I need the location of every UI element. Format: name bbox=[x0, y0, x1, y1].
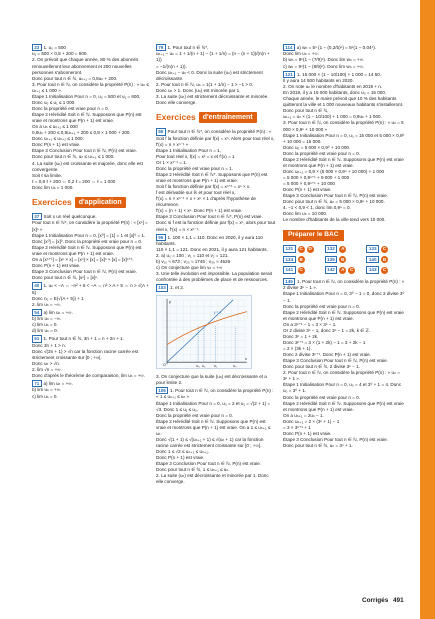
line-text: = 5 000 × 0,9ⁿ⁺¹ + 9 000 + 1 000 bbox=[283, 175, 350, 180]
origin-label: O bbox=[163, 362, 166, 367]
column-2 bbox=[156, 44, 276, 486]
line-text: Donc lim uₙ = 1 000. bbox=[32, 184, 74, 190]
exercise-line bbox=[283, 310, 405, 322]
line-text: a) lim uₙ = +∞. bbox=[43, 381, 73, 387]
exercise-number: 140 bbox=[366, 256, 379, 264]
exercise-line bbox=[156, 401, 276, 413]
exercise-block bbox=[283, 44, 405, 70]
exercise-line bbox=[156, 172, 276, 184]
line-text: Donc la propriété est vraie pour n = 1. bbox=[156, 165, 233, 171]
line-text: Donc pour tout n ∈ ℕ, 2 divise 3ⁿ − 1. bbox=[283, 364, 360, 370]
line-text: Donc 1 ≤ √2 ≤ uₙ₊₂ ≤ uₙ₊₁. bbox=[156, 449, 210, 455]
line-text: Donc lim uₙ = +∞. bbox=[283, 51, 319, 57]
line-text: c) wₙ = 9ⁿ(1 − (8/9)ⁿ). Donc lim wₙ = +∞. bbox=[283, 63, 365, 69]
exercise-line bbox=[283, 133, 405, 145]
line-text: On a uₙ ≤ uₙ₊₁ ≤ 1 000 bbox=[32, 124, 78, 130]
line-text: Étape 2 Hérédité Soit n ∈ ℕ. Supposons que P(n) est vraie et montrons que P(n + 1) est vraie. bbox=[32, 244, 142, 256]
exercise-line bbox=[156, 374, 276, 386]
line-text: Donc n₀ = E(√(A + 5)) + 1 bbox=[32, 295, 84, 301]
exercise-block bbox=[156, 44, 276, 106]
exercise-block bbox=[156, 374, 276, 386]
exercise-line bbox=[156, 387, 276, 400]
exercise-line bbox=[32, 213, 150, 220]
sequence-graph bbox=[156, 295, 252, 369]
answer-item bbox=[283, 266, 322, 274]
line-text: Donc la propriété est vraie pour n = 0. bbox=[156, 412, 233, 418]
line-text: Étape 3 Conclusion Pour tout n ∈ ℕ*, P(n) est vraie. bbox=[156, 214, 263, 220]
line-text: Étape 3 Conclusion Pour tout n ∈ ℕ, P(n) est vraie. bbox=[156, 461, 261, 467]
line-text: 1. Pour tout n ∈ ℕ*, bbox=[167, 45, 209, 50]
line-text: 3. Pour tout n ∈ ℕ, on considère la propriété P(n) : « uₙ ≤ uₙ₊₁ ≤ 1 000 ». bbox=[32, 81, 149, 93]
exercise-block bbox=[283, 278, 405, 449]
exercise-number: 61 bbox=[32, 335, 42, 342]
exercise-line bbox=[156, 284, 276, 291]
line-text: Étape 3 Conclusion Pour tout n ∈ ℕ, P(n) est vraie. bbox=[283, 193, 388, 199]
footer-title: Corrigés bbox=[362, 597, 389, 604]
exercise-number: 142 bbox=[325, 266, 338, 274]
line-text: uₙ₊₁ = uₙ × (1 − 10/100) + 1 000 = 0,9uₙ + 1 000. bbox=[283, 114, 382, 120]
exercise-line bbox=[156, 437, 276, 449]
exercise-number: 106 bbox=[156, 387, 168, 394]
line-text: 1. Pour tout n ∈ ℕ, on considère la propriété P(n) : « 1 ≤ uₙ₊₁ ≤ uₙ » bbox=[156, 388, 274, 400]
exercise-number: 95 bbox=[156, 234, 166, 241]
exercise-number: 86 bbox=[156, 128, 166, 135]
exercise-line bbox=[32, 220, 150, 232]
exercise-line bbox=[156, 419, 276, 437]
line-text: 110 × 1,1 = 121. Donc en 2021, il y aura 121 habitants. bbox=[156, 247, 268, 253]
line-text: Étape 2 Hérédité Soit n ∈ ℕ. Supposons que P(n) est vraie et montrons que P(n + 1) est vraie. bbox=[283, 156, 404, 168]
exercise-number: 114 bbox=[283, 44, 295, 51]
line-text: Étape 1 Initialisation Pour n = 0, u₀ = 4 et 3⁰ + 1 = 4. Donc u₀ = 3⁰ + 1. bbox=[283, 382, 402, 394]
bac-heading: Préparer le BAC bbox=[283, 230, 344, 242]
term-label: u₂ bbox=[202, 363, 206, 368]
column-1 bbox=[32, 44, 150, 401]
exercise-number: 133 bbox=[366, 245, 379, 253]
exercise-block bbox=[156, 387, 276, 485]
line-text: f'(x) = (n + 1) × xⁿ. Donc P(n + 1) est vraie. bbox=[156, 208, 243, 214]
exercise-line bbox=[32, 380, 150, 387]
line-text: 2. La suite (uₙ) est décroissante et minorée par 1. Donc elle converge. bbox=[156, 473, 269, 485]
line-text: Donc la propriété est vraie pour n = 0. bbox=[283, 303, 360, 309]
exercise-number: 134 bbox=[283, 256, 296, 264]
line-text: Étape 1 Initialisation Pour n = 0, u₀ = 2 et u₁ = √(2 + 1) = √3. Donc 1 ≤ u₁ ≤ u₀. bbox=[156, 400, 271, 412]
exercise-line bbox=[283, 44, 405, 51]
exercise-line bbox=[32, 282, 150, 295]
line-text: b) wₙ = 9ⁿ(1 − (7/9)ⁿ). Donc lim wₙ = +∞. bbox=[283, 57, 365, 63]
line-text: Or 1 × x¹⁻¹ = 1. bbox=[156, 159, 188, 165]
line-text: Étape 2 Hérédité Soit n ∈ ℕ. Supposons que P(n) est vraie et montrons que P(n + 1) est vraie. bbox=[283, 309, 404, 321]
line-text: 3. On conjecture que la suite (uₙ) est décroissante et a pour limite 2. bbox=[156, 373, 267, 385]
line-text: Donc uₙ₊₁ − uₙ < 0. Donc la suite (uₙ) est strictement décroissante. bbox=[156, 69, 263, 81]
exercise-line bbox=[156, 128, 276, 148]
exercise-line bbox=[283, 157, 405, 169]
exercise-number: 37 bbox=[32, 213, 42, 220]
section-badge: d'application bbox=[75, 197, 126, 208]
line-text: Donc u₀ ≤ u₁ ≤ 1 000. bbox=[32, 99, 76, 105]
line-text: Donc si f est la fonction définie par f(x) = xⁿ, alors pour tout réel x, f'(x) = n × xⁿ⁻¹. bbox=[156, 220, 276, 232]
line-text: Donc pour tout n ∈ ℕ, uₙ ≤ uₙ₊₁ ≤ 1 000. bbox=[32, 154, 115, 160]
exercise-line bbox=[156, 196, 276, 208]
exercise-number: 79 bbox=[156, 44, 166, 51]
section-heading bbox=[32, 197, 150, 208]
line-text: Donc pour tout n ∈ ℕ, uₙ = 5 000 × 0,9ⁿ + 10 000. bbox=[283, 199, 385, 205]
exercise-line bbox=[32, 82, 150, 94]
line-text: 1. Pour tout n ∈ ℕ, on considère la propriété P(n) : « 2 divise 3ⁿ − 1 ». bbox=[283, 278, 405, 291]
answer-item bbox=[283, 245, 322, 253]
answer-choice: B bbox=[382, 256, 387, 262]
line-text: Donc P(n + 1) est vraie. bbox=[32, 262, 81, 268]
line-text: c) On conjecture que lim vₙ = +∞ bbox=[156, 265, 223, 271]
line-text: 1. et 2. bbox=[170, 285, 185, 291]
exercise-block bbox=[32, 335, 150, 379]
exercise-number: 23 bbox=[32, 44, 42, 51]
exercise-line bbox=[283, 64, 405, 70]
exercise-line bbox=[156, 234, 276, 247]
line-text: 2. On note uₙ le nombre d'habitants en 2019 + n. bbox=[283, 84, 383, 90]
exercise-line bbox=[156, 473, 276, 485]
line-text: Donc d'après le théorème de comparaison, lim uₙ = +∞. bbox=[32, 373, 145, 379]
line-text: 2. On prévoit que chaque année, 80 % des abonnés renouvelleront leur abonnement et 200 nouvelles personnes s'abonneront. bbox=[32, 57, 139, 75]
line-text: ℓ = 0,8 ℓ + 200 ⇔ 0,2 ℓ = 200 ⇔ ℓ = 1 000 bbox=[32, 178, 116, 184]
line-text: Chaque année, le maire prévoit que 10 % des habitants quitteront la ville et 1 000 nouveaux habitants s'installeront. bbox=[283, 96, 404, 108]
section-title: Exercices bbox=[32, 196, 72, 207]
line-text: Donc 3ⁿ = 1 + 2k. bbox=[283, 333, 319, 339]
exercise-line bbox=[32, 335, 150, 342]
exercise-line bbox=[156, 220, 276, 232]
exercise-line bbox=[32, 394, 150, 400]
exercise-block bbox=[32, 380, 150, 400]
line-text: Pour tout réel x, f(x) = x¹ = x et f'(x) = 1 bbox=[156, 153, 235, 159]
line-text: Donc 3n + 1 > n. bbox=[32, 342, 66, 348]
line-text: Soit x un réel quelconque. bbox=[43, 214, 97, 220]
line-text: Donc 3ⁿ⁺¹ = 3 × (1 + 2k) − 1 = 3 + 2k − 1 bbox=[283, 339, 366, 345]
answer-choice: A bbox=[341, 267, 345, 273]
line-text: Soit f la fonction définie par f(x) = xⁿ⁺¹ = xⁿ × x. bbox=[156, 184, 251, 190]
exercise-line bbox=[283, 71, 405, 78]
line-text: Soit ℓ sa limite. bbox=[32, 172, 63, 178]
term-label: u₀ bbox=[233, 363, 237, 368]
line-text: Donc pour tout n ∈ ℕ, [xⁿ] = [x]ⁿ. bbox=[32, 275, 99, 281]
line-text: En 2019, il y a 15 000 habitants, donc u₀ = 15 000. bbox=[283, 90, 387, 96]
line-text: 4. −1 < 0,9 < 1, donc lim 0,9ⁿ = 0. bbox=[283, 205, 351, 211]
line-text: b) lim uₙ = −∞. bbox=[32, 316, 62, 322]
page-number: 491 bbox=[393, 597, 404, 604]
line-text: 3. Une telle évolution est impossible. La population serait confrontée à des problèmes de place et de ressources. bbox=[156, 271, 272, 283]
line-text: Donc P(n + 1) est vraie. bbox=[283, 187, 332, 193]
line-text: Il y aura 14 500 habitants en 2020. bbox=[283, 78, 354, 83]
line-text: 3. La suite (uₙ) est strictement décroissante et minorée. Donc elle converge. bbox=[156, 93, 269, 105]
line-text: Étape 3 Conclusion Pour tout n ∈ ℕ, P(n) est vraie. bbox=[32, 148, 137, 154]
line-text: On a 3ⁿ⁺¹ − 1 = 3 × 3ⁿ − 1. bbox=[283, 321, 337, 327]
answer-choice: C bbox=[382, 245, 387, 251]
line-text: b) v₁₀ ≈ 673 ; v₂₀ ≈ 1745 ; v₃₀ ≈ 4526 bbox=[156, 259, 231, 265]
exercise-line bbox=[32, 185, 150, 191]
line-text: 1. u₀ = 500 bbox=[43, 45, 66, 50]
line-text: Donc pour tout n ∈ ℕ, 1 ≤ uₙ₊₁ ≤ uₙ. bbox=[156, 467, 230, 473]
line-text: 2. Pour tout n ∈ ℕ, on considère la propriété P(n) : « uₙ = 3ⁿ + 1 ». bbox=[283, 370, 400, 382]
exercise-line bbox=[283, 370, 405, 382]
exercise-line bbox=[32, 349, 150, 361]
line-text: Pour tout n ∈ ℕ*, on considère la propriété P(n) : « [xⁿ] = [x]ⁿ » bbox=[32, 220, 148, 232]
line-text: Étape 1 Initialisation Pour n = 0, [x⁰] = [1] = 1 et [x]⁰ = 1. bbox=[32, 232, 146, 238]
exercise-line bbox=[32, 112, 150, 124]
answer-item bbox=[325, 266, 364, 274]
page-edge-tab bbox=[420, 0, 435, 619]
exercise-number: 141 bbox=[283, 266, 296, 274]
line-text: Étape 1 Initialisation Pour n = 1, bbox=[156, 147, 221, 153]
exercise-line bbox=[283, 217, 405, 223]
line-text: Donc la propriété est vraie pour n = 0. bbox=[283, 394, 360, 400]
answer-choice: C bbox=[299, 267, 303, 273]
exercise-number: 103 bbox=[156, 284, 168, 291]
line-text: 2. a) u₀ = 100 ; v₁ = 110 et v₂ = 121. bbox=[156, 253, 229, 259]
answer-choice: D bbox=[308, 245, 312, 251]
line-text: Étape 1 Initialisation Pour n = 0, u₀ = 500 et u₁ = 600. bbox=[32, 93, 141, 99]
exercise-block bbox=[156, 284, 276, 291]
section-heading bbox=[156, 112, 276, 123]
exercise-block bbox=[32, 282, 150, 308]
exercise-line bbox=[283, 120, 405, 132]
line-text: 4. La suite (uₙ) est croissante et majorée, donc elle est convergente. bbox=[32, 160, 143, 172]
exercise-block bbox=[283, 71, 405, 224]
line-text: Donc pour tout n ∈ ℕ, uₙ₊₁ = 0,8uₙ + 200. bbox=[32, 75, 118, 81]
term-label: u₁ bbox=[213, 363, 217, 368]
exercise-number: 54 bbox=[32, 309, 42, 316]
line-text: b) lim uₙ = +∞. bbox=[32, 387, 62, 393]
line-text: = 5 000 × 0,9ⁿ⁺¹ + 10 000 bbox=[283, 181, 335, 187]
line-text: c) lim uₙ = 0. bbox=[32, 393, 58, 399]
exercise-number: 71 bbox=[32, 380, 42, 387]
line-text: Étape 1 Initialisation Pour n = 0, 3⁰ − 1 = 0, donc 2 divise 3⁰ − 1. bbox=[283, 291, 405, 303]
line-text: 2. Pour tout n ∈ ℕ, uₙ = 1(1 + 1/n) − 1 > −1 > 0. bbox=[156, 81, 254, 87]
line-text: Donc P(n + 1) est vraie. bbox=[283, 430, 332, 436]
function-curve bbox=[167, 311, 247, 344]
exercise-line bbox=[32, 302, 150, 308]
line-text: Donc uₙ₊₁ = 0,9 × (5 000 × 0,9ⁿ + 10 000) + 1 000 bbox=[283, 168, 385, 174]
exercise-line bbox=[156, 51, 276, 63]
answer-choice: C bbox=[382, 267, 387, 273]
term-label: u₃ bbox=[196, 363, 200, 368]
line-text: Donc [x⁰] = [x]⁰. Donc la propriété est vraie pour n = 0. bbox=[32, 238, 143, 244]
line-text: f'(x) = n × xⁿ⁻¹ × x + xⁿ × 1 d'après l'hypothèse de récurrence. bbox=[156, 196, 256, 208]
exercise-number: 145 bbox=[283, 278, 295, 285]
answer-item bbox=[283, 256, 322, 264]
exercise-number: 131 bbox=[283, 245, 296, 253]
answer-item bbox=[325, 256, 364, 264]
line-text: = 3 × 3ⁿ⁺¹ + 1 bbox=[283, 424, 311, 430]
exercise-number: 135 bbox=[325, 256, 338, 264]
line-text: 1. Pour tout n ∈ ℕ, 3n + 1 = n + 2n + 1. bbox=[43, 336, 124, 342]
line-text: On a [xⁿ⁺¹] = [xⁿ × x] = [xⁿ] × [x] = [x]ⁿ × [x] = [x]ⁿ⁺¹. bbox=[32, 256, 134, 262]
line-text: = −1/(n(n + 1)). bbox=[156, 63, 187, 69]
line-text: 3. Pour tout n ∈ ℕ, on considère la propriété P(n) : « uₙ = 5 000 × 0,9ⁿ + 10 000 » bbox=[283, 120, 404, 132]
line-text: Étape 2 Hérédité Soit n ∈ ℕ. Supposons que P(n) est vraie et montrons que P(n + 1) est vraie. bbox=[32, 112, 142, 124]
exercise-line bbox=[283, 96, 405, 108]
line-text: uₙ₊₁ − uₙ = 1 + 1/(n + 1) − (1 + 1/n) = (n − (n + 1))/(n(n + 1)) bbox=[156, 51, 270, 63]
line-text: On a uₙ₊₁ = 2uₙ − 1. bbox=[283, 412, 324, 418]
answer-choice: C bbox=[299, 245, 303, 251]
line-text: u₁ = 500 × 0,8 + 200 = 600. bbox=[32, 51, 88, 57]
exercise-line bbox=[32, 373, 150, 379]
line-text: Étape 2 Hérédité Soit n ∈ ℕ*. Supposons que P(n) est vraie et montrons que P(n + 1) est vraie. bbox=[156, 171, 268, 184]
exercise-line bbox=[156, 94, 276, 106]
line-text: Étape 3 Conclusion Pour tout n ∈ ℕ, P(n) est vraie. bbox=[32, 268, 137, 274]
exercise-block bbox=[32, 213, 150, 281]
y-axis-label: y bbox=[168, 298, 171, 304]
answer-item bbox=[325, 245, 364, 253]
line-text: Donc P(n + 1) est vraie. bbox=[156, 455, 205, 461]
x-axis-label: x bbox=[244, 356, 247, 362]
exercise-block bbox=[32, 44, 150, 191]
line-text: Étape 2 Hérédité Soit n ∈ ℕ. Supposons que P(n) est vraie et montrons que P(n + 1) est vraie. bbox=[283, 400, 404, 412]
line-label: y = x bbox=[213, 310, 222, 315]
line-text: Donc la propriété est vraie pour n = 0. bbox=[32, 105, 109, 111]
exercise-line bbox=[156, 271, 276, 283]
line-text: Or 2 divise 3ⁿ − 1, donc 3ⁿ − 1 = 2k, k ∈ ℤ. bbox=[283, 327, 371, 333]
exercise-line bbox=[283, 291, 405, 303]
exercise-number: 143 bbox=[366, 266, 379, 274]
exercise-block bbox=[156, 128, 276, 232]
line-text: Le nombre d'habitants de la ville tend vers 10 000. bbox=[283, 217, 386, 223]
line-text: 2. lim √n = +∞. bbox=[32, 366, 62, 372]
exercise-line bbox=[32, 44, 150, 51]
line-text: Donc uₙ₊₁ = 2 × (3ⁿ + 1) − 1 bbox=[283, 418, 340, 424]
line-text: Donc lim uₙ = 10 000. bbox=[283, 211, 328, 217]
line-text: f est dérivable sur ℝ et pour tout réel x, bbox=[156, 190, 236, 196]
line-text: Donc uₙ₊₁ ≤ uₙ₊₂ ≤ 1 000. bbox=[32, 136, 84, 142]
exercise-line bbox=[32, 57, 150, 75]
line-text: Donc √(1 + 1) ≤ √(uₙ₊₁ + 1) ≤ √(uₙ + 1) car la fonction racine carrée est strictement croissante sur [0 ; +∞[. bbox=[156, 436, 264, 448]
line-text: d) lim uₙ = 0. bbox=[32, 328, 58, 334]
line-text: Pour tout n ∈ ℕ*, on considère la propriété P(n) : « Soit f la fonction définie par f(x) = xⁿ. Alors pour tout réel x, f'(x) = n × xⁿ⁻¹ » bbox=[156, 129, 275, 147]
answer-choice: B bbox=[341, 256, 345, 262]
exercise-number: 40 bbox=[32, 282, 42, 289]
line-text: 1. 15 000 × (1 − 10/100) + 1 000 = 14 50. bbox=[297, 71, 382, 77]
line-text: 2. lim uₙ = −∞. bbox=[32, 301, 62, 307]
answer-choice: B bbox=[299, 256, 303, 262]
exercise-number: 121 bbox=[283, 71, 295, 78]
exercise-line bbox=[283, 382, 405, 394]
exercise-block bbox=[32, 309, 150, 335]
exercise-line bbox=[32, 309, 150, 316]
exercise-line bbox=[156, 44, 276, 51]
exercise-line bbox=[283, 443, 405, 449]
line-text: 0,8uₙ + 200 ≤ 0,8uₙ₊₁ + 200 ≤ 0,8 × 1 000 + 200. bbox=[32, 130, 131, 136]
line-text: Étape 2 Hérédité Soit n ∈ ℕ. Supposons que P(n) est vraie et montrons que P(n + 1) est vraie. On a 1 ≤ uₙ₊₁ ≤ uₙ. bbox=[156, 418, 271, 436]
line-text: 1. uₙ < −A ⇔ −n² + 5 < −A ⇔ n² > A + 5 ⇔ n > √(A + 5) bbox=[32, 283, 149, 295]
line-text: c) lim uₙ = 0. bbox=[32, 322, 58, 328]
answer-item bbox=[366, 266, 405, 274]
line-text: Donc uₙ > √n. bbox=[32, 360, 60, 366]
exercise-number: 132 bbox=[325, 245, 338, 253]
exercise-line bbox=[283, 401, 405, 413]
line-text: Donc √(3n + 1) > √n car la fonction racine carrée est strictement croissante sur [0 ; +∞[. bbox=[32, 348, 139, 360]
line-text: Étape 3 Conclusion Pour tout n ∈ ℕ, P(n) est vraie. bbox=[283, 436, 388, 442]
line-text: Donc pour tout n ∈ ℕ, bbox=[283, 108, 329, 114]
line-text: Donc 2 divise 3ⁿ⁺¹. Donc P(n + 1) est vraie. bbox=[283, 352, 371, 358]
answer-choice: A bbox=[341, 245, 345, 251]
line-text: a) lim uₙ = +∞. bbox=[43, 309, 73, 315]
column-3 bbox=[283, 44, 405, 450]
section-title: Exercices bbox=[156, 111, 196, 122]
answer-item bbox=[366, 245, 405, 253]
answer-choice: C bbox=[350, 267, 354, 273]
exercise-block bbox=[156, 234, 276, 284]
line-text: = 2 × (3k + 1). bbox=[283, 346, 312, 352]
line-text: Donc pour tout n ∈ ℕ, uₙ = 3ⁿ + 1. bbox=[283, 443, 353, 449]
answer-item bbox=[366, 256, 405, 264]
line-text: Donc P(n + 1) est vraie. bbox=[32, 142, 81, 148]
exercise-line bbox=[156, 70, 276, 82]
answer-grid bbox=[283, 245, 405, 274]
section-badge: d'entraînement bbox=[199, 112, 257, 123]
exercise-line bbox=[32, 275, 150, 281]
line-text: Donc la propriété est vraie pour n = 0. bbox=[283, 150, 360, 156]
exercise-line bbox=[32, 245, 150, 257]
line-text: Étape 3 Conclusion Pour tout n ∈ ℕ, P(n) est vraie. bbox=[283, 358, 388, 364]
exercise-line bbox=[283, 278, 405, 291]
line-text: 1. 100 × 1,1 = 110. Donc en 2020, il y aura 110 habitants. bbox=[156, 234, 263, 247]
line-text: Étape 1 Initialisation Pour n = 0, u₀ = 15 000 et 5 000 × 0,9⁰ + 10 000 = 15 000. bbox=[283, 132, 405, 144]
exercise-line bbox=[32, 328, 150, 334]
line-text: Donc u₀ = 5 000 × 0,9⁰ + 10 000. bbox=[283, 144, 351, 150]
line-text: a) wₙ = 5ⁿ (1 − (0,2/5)ⁿ) = 5ⁿ(1 − 0,04ⁿ). bbox=[296, 45, 377, 50]
line-text: Donc uₙ > 1. Donc (uₙ) est minorée par 1. bbox=[156, 87, 241, 93]
exercise-line bbox=[32, 161, 150, 173]
